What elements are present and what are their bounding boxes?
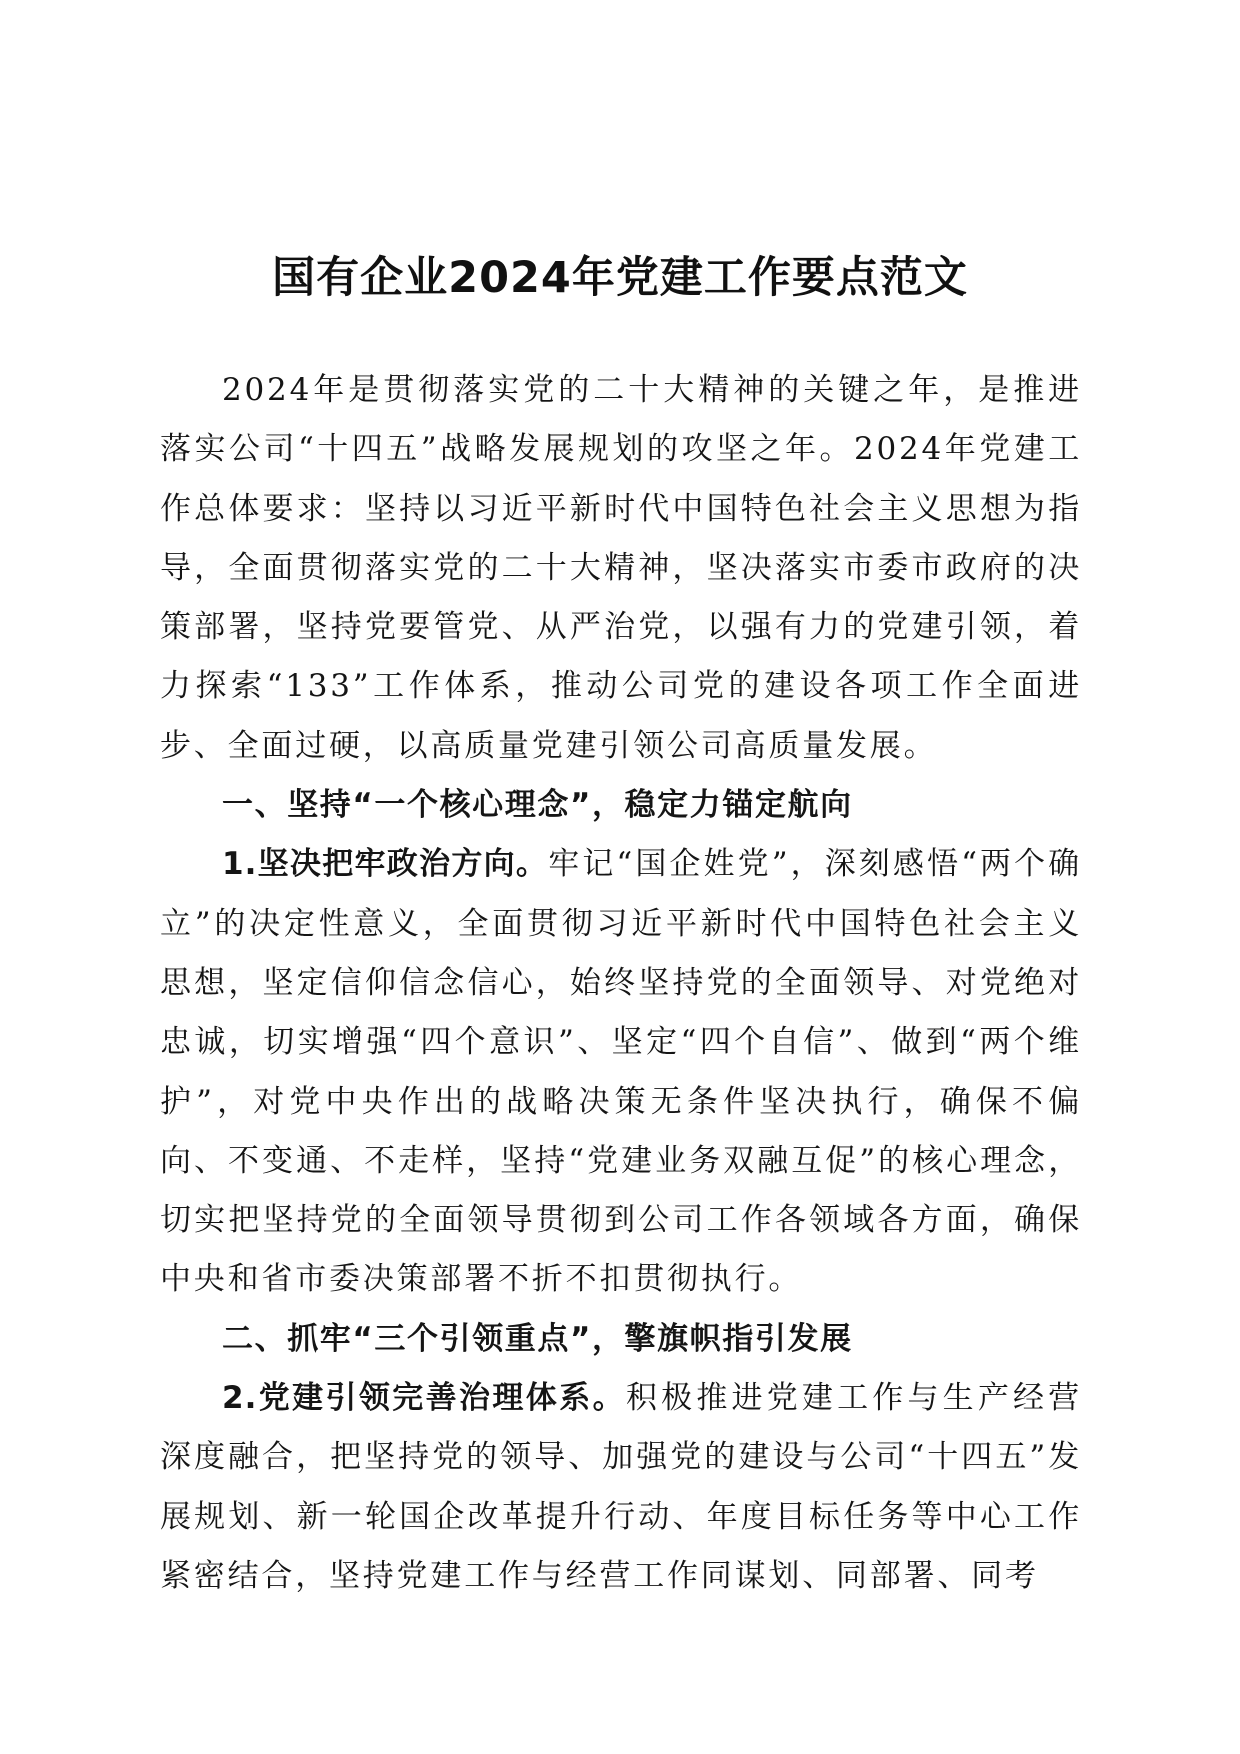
document-title: 国有企业2024年党建工作要点范文 bbox=[272, 253, 968, 303]
item-2-paragraph bbox=[160, 1369, 1082, 1606]
section-1-heading: 一、坚持“一个核心理念”，稳定力锚定航向 bbox=[222, 787, 853, 824]
item-1-paragraph bbox=[160, 835, 1082, 1309]
item-1-text: 牢记“国企姓党”，深刻感悟“两个确立”的决定性意义，全面贯彻习近平新时代中国特色社会主义思想，坚定信仰信念信心，始终坚持党的全面领导、对党绝对忠诚，切实增强“四个意识”、坚定“四个自信”、做到“两个维护”，对党中央作出的战略决策无条件坚决执行，确保不偏向、不变通、不走样，坚持“党建业务双融互促”的核心理念，切实把坚持党的全面领导贯彻到公司工作各领域各方面，确保中央和省市委决策部署不折不扣贯彻执行。 bbox=[160, 846, 1082, 1298]
item-2-text: 积极推进党建工作与生产经营深度融合，把坚持党的领导、加强党的建设与公司“十四五”发展规划、新一轮国企改革提升行动、年度目标任务等中心工作紧密结合，坚持党建工作与经营工作同谋划、同部署、同考 bbox=[160, 1380, 1082, 1594]
document-body bbox=[160, 361, 1082, 1606]
item-1-lead: 1.坚决把牢政治方向。 bbox=[222, 846, 549, 883]
intro-paragraph: 2024年是贯彻落实党的二十大精神的关键之年，是推进落实公司“十四五”战略发展规划的攻坚之年。2024年党建工作总体要求：坚持以习近平新时代中国特色社会主义思想为指导，全面贯彻落实党的二十大精神，坚决落实市委市政府的决策部署，坚持党要管党、从严治党，以强有力的党建引领，着力探索“133”工作体系，推动公司党的建设各项工作全面进步、全面过硬，以高质量党建引领公司高质量发展。 bbox=[160, 372, 1082, 764]
item-2-lead: 2.党建引领完善治理体系。 bbox=[222, 1380, 626, 1417]
section-2-heading: 二、抓牢“三个引领重点”，擎旗帜指引发展 bbox=[222, 1320, 853, 1357]
